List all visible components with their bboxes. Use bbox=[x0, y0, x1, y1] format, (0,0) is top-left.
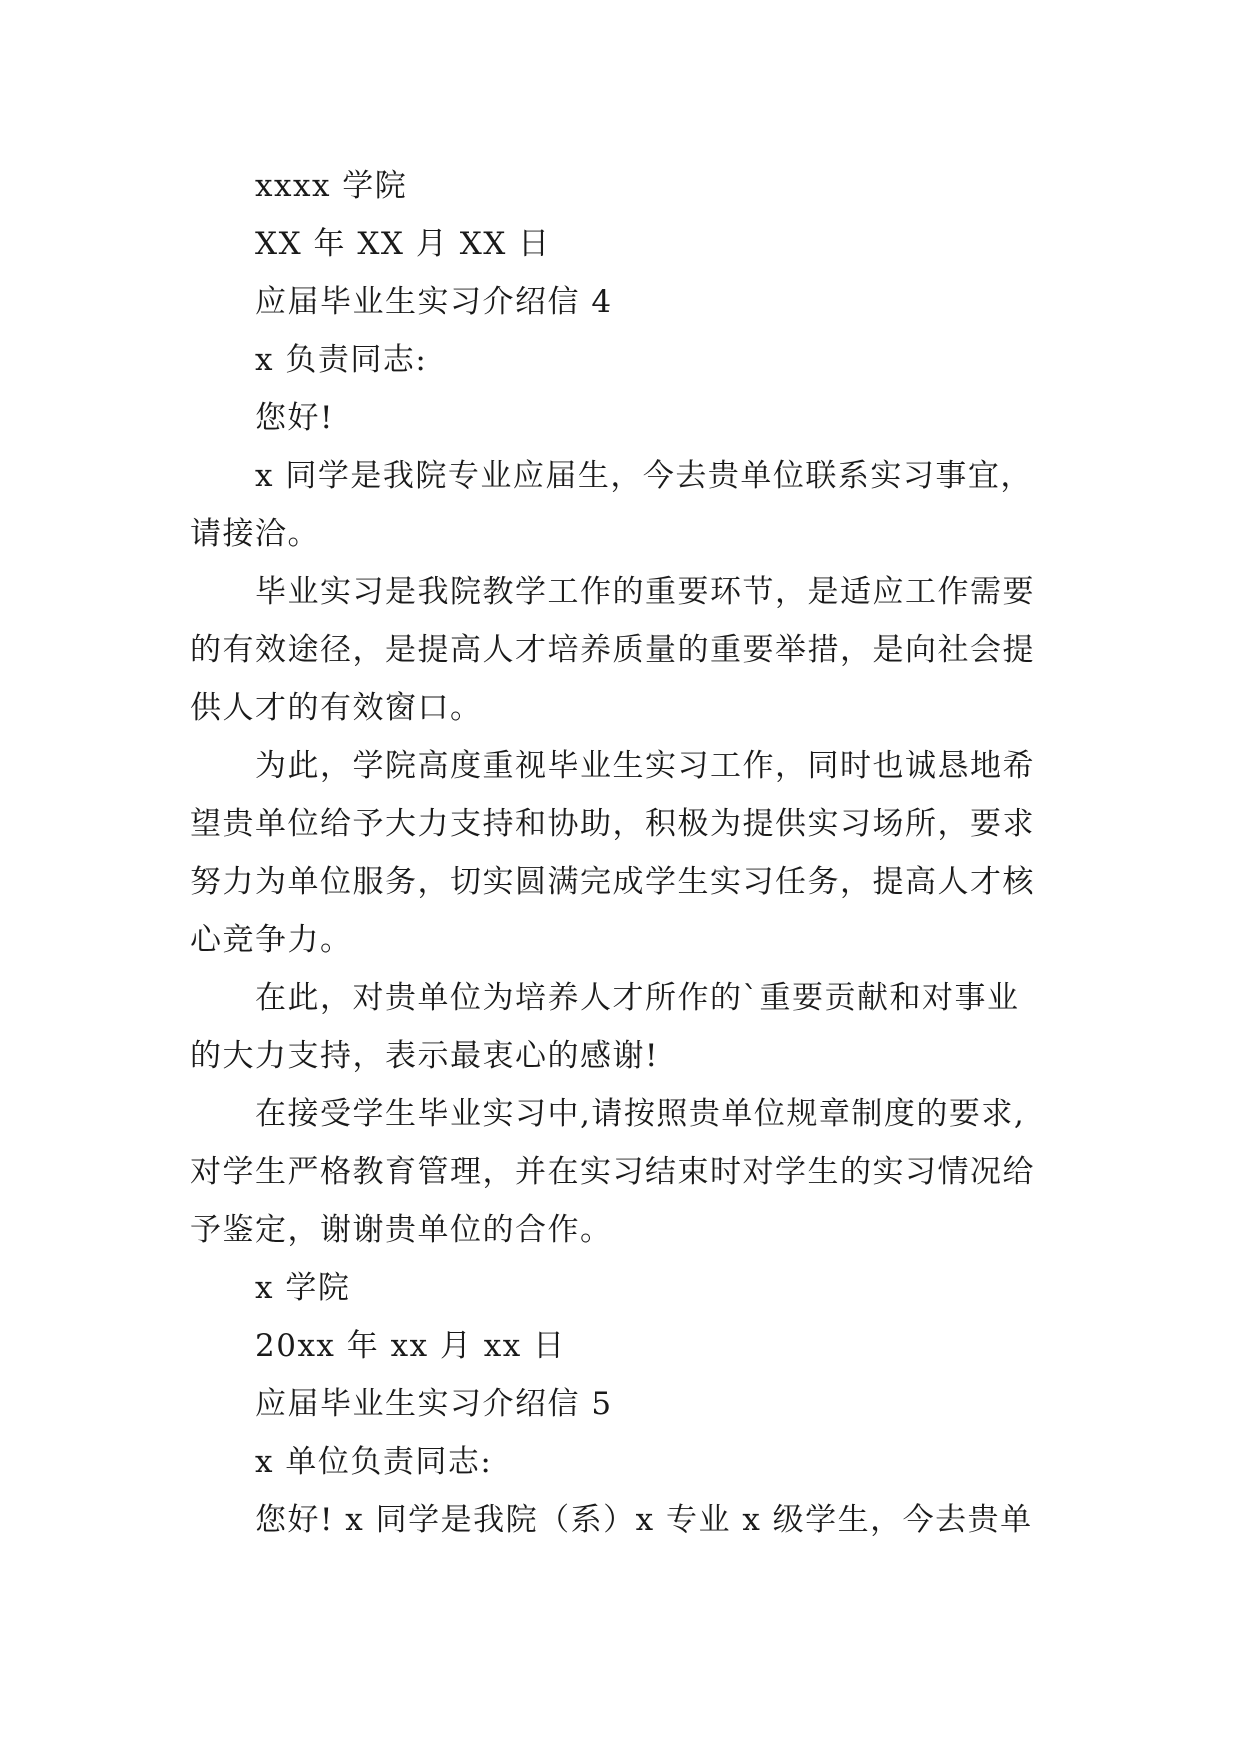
paragraph-line: 供人才的有效窗口。 bbox=[190, 690, 483, 726]
paragraph-line: 心竞争力。 bbox=[190, 922, 353, 958]
letter-title-5: 应届毕业生实习介绍信 5 bbox=[255, 1386, 613, 1422]
paragraph-line: 对学生严格教育管理，并在实习结束时对学生的实习情况给 bbox=[190, 1154, 1035, 1190]
paragraph-line: x 同学是我院专业应届生，今去贵单位联系实习事宜， bbox=[255, 458, 1033, 494]
paragraph-line: 的大力支持，表示最衷心的感谢! bbox=[190, 1038, 659, 1074]
signature-date-line: 20xx 年 xx 月 xx 日 bbox=[255, 1328, 566, 1364]
paragraph-line: 在接受学生毕业实习中,请按照贵单位规章制度的要求, bbox=[255, 1096, 1026, 1132]
paragraph-line: 望贵单位给予大力支持和协助，积极为提供实习场所，要求 bbox=[190, 806, 1035, 842]
greeting-line: 您好! bbox=[255, 400, 334, 436]
paragraph-line: 努力为单位服务，切实圆满完成学生实习任务，提高人才核 bbox=[190, 864, 1035, 900]
paragraph-line: 在此，对贵单位为培养人才所作的`重要贡献和对事业 bbox=[255, 980, 1020, 1016]
school-name-line: xxxx 学院 bbox=[255, 168, 408, 204]
signature-school-line: x 学院 bbox=[255, 1270, 351, 1306]
paragraph-line: 的有效途径，是提高人才培养质量的重要举措，是向社会提 bbox=[190, 632, 1035, 668]
date-line: XX 年 XX 月 XX 日 bbox=[255, 226, 551, 262]
paragraph-line: 毕业实习是我院教学工作的重要环节，是适应工作需要 bbox=[255, 574, 1035, 610]
letter-title-4: 应届毕业生实习介绍信 4 bbox=[255, 284, 613, 320]
paragraph-line: 予鉴定，谢谢贵单位的合作。 bbox=[190, 1212, 613, 1248]
salutation-line: x 单位负责同志: bbox=[255, 1444, 493, 1480]
paragraph-line: 您好! x 同学是我院（系）x 专业 x 级学生，今去贵单 bbox=[255, 1502, 1033, 1538]
paragraph-line: 请接洽。 bbox=[190, 516, 320, 552]
paragraph-line: 为此，学院高度重视毕业生实习工作，同时也诚恳地希 bbox=[255, 748, 1035, 784]
salutation-line: x 负责同志: bbox=[255, 342, 428, 378]
